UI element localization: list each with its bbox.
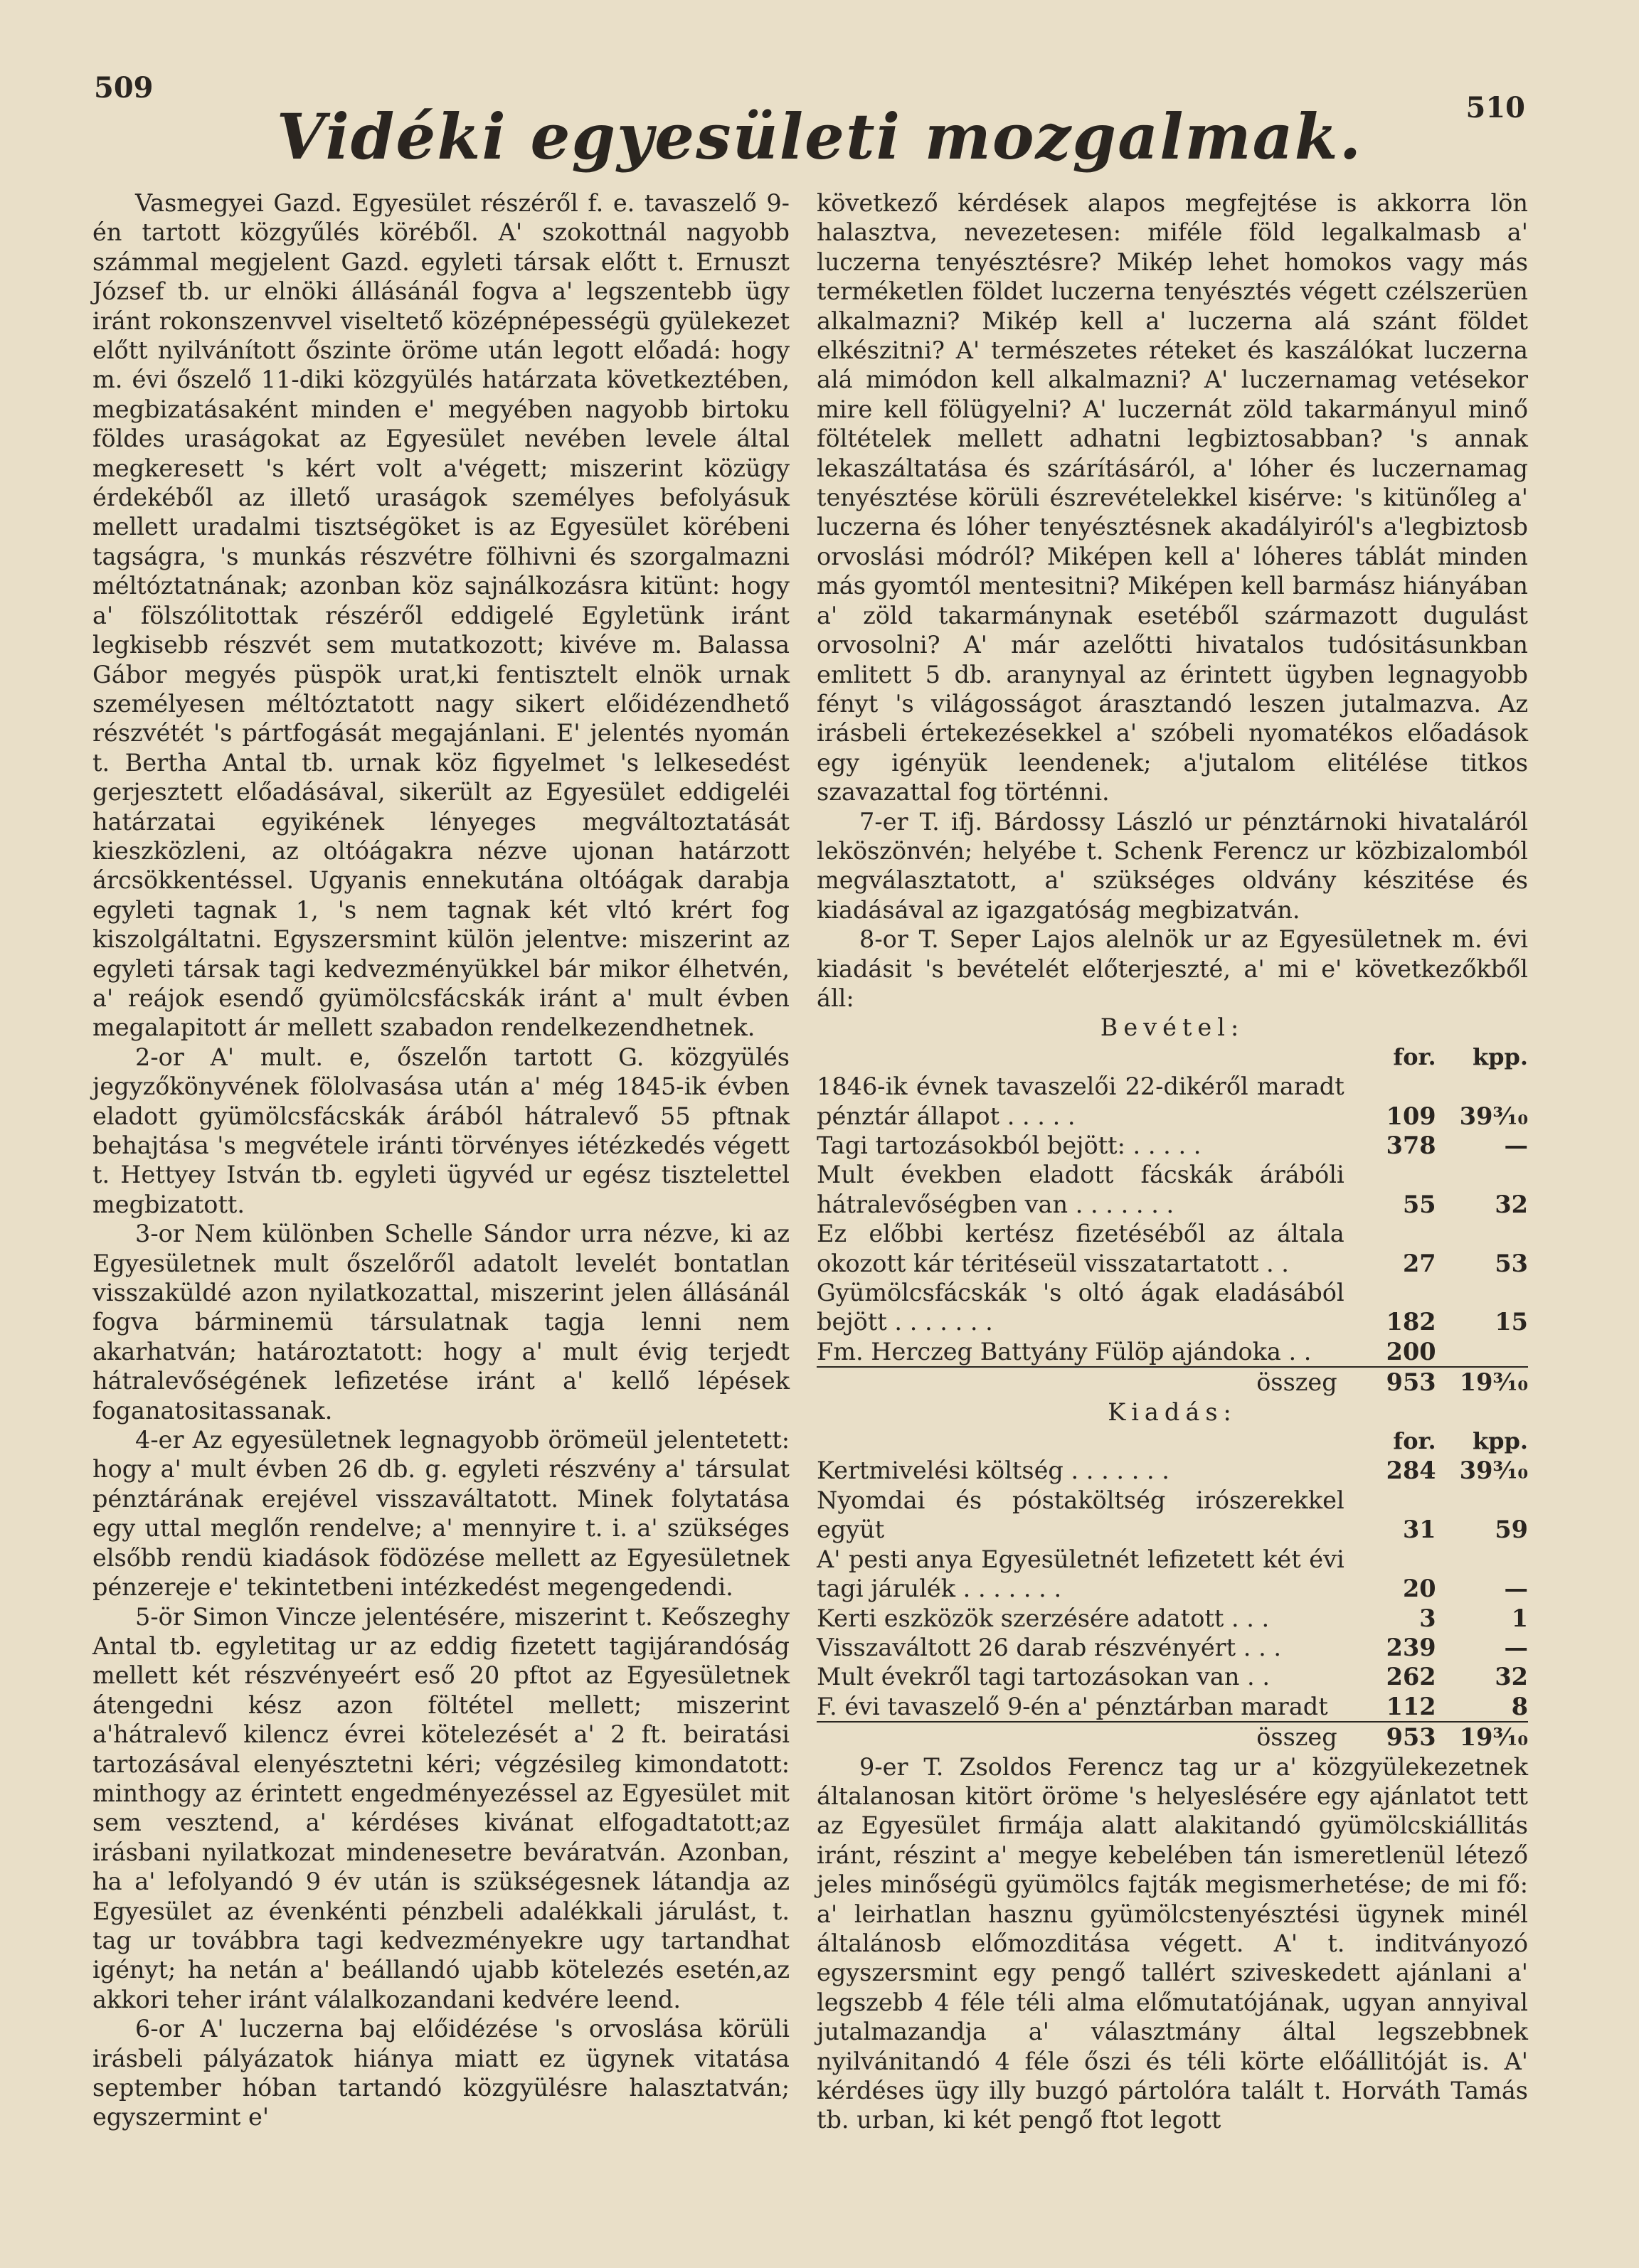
expense-row: Kerti eszközök szerzésére adatott . . . 3 1 [817, 1604, 1528, 1632]
income-col-kpp: kpp. [1472, 1043, 1528, 1070]
income-row: Ez előbbi kertész fizetéséből az általa okozott kár téritéseül visszatartatott . . 27 53 [817, 1220, 1528, 1277]
income-row: Fm. Herczeg Battyány Fülöp ajándoka . . 200 [817, 1337, 1436, 1365]
expense-total-row: összeg 953 19³⁄₁₀ [817, 1722, 1528, 1752]
expense-row: F. évi tavaszelő 9-én a' pénztárban maradt 112 8 [817, 1692, 1528, 1720]
expense-row: Visszaváltott 26 darab részvényért . . . 239 — [817, 1633, 1528, 1661]
page-number-left: 509 [94, 71, 154, 105]
paragraph-8: 8-or T. Seper Lajos alelnök ur az Egyesületnek m. évi kiadásit 's bevételét előterjeszté, a' mi e' következőkből áll: [817, 925, 1528, 1012]
left-column [92, 188, 790, 2132]
paragraph-intro: Vasmegyei Gazd. Egyesület részéről f. e. tavaszelő 9-én tartott közgyűlés köréből. A' szokottnál nagyobb számmal megjelent Gazd. egyleti társak előtt t. Ernuszt József tb. ur elnöki állásánál fogva a' legszentebb ügy iránt rokonszenvvel viseltető középnépességü gyülekezet előtt nyilvánított őszinte öröme után legott előadá: hogy m. évi őszelő 11-diki közgyülés határzata következtében, megbizatásaként minden e' megyében nagyobb birtoku földes uraságokat az Egyesület nevében levele által megkeresett 's kért volt a'végett; miszerint közügy érdekéből az illető uraságok személyes befolyásuk mellett uradalmi tisztségöket is az Egyesület körébeni tagságra, 's munkás részvétre fölhivni és szorgalmazni méltóztatnának; azonban köz sajnálkozásra kitünt: hogy a' fölszólitottak részéről eddigelé Egyletünk iránt legkisebb részvét sem mutatkozott; kivéve m. Balassa Gábor megyés püspök urat,ki fentisztelt elnök urnak személyesen méltóztatott nagy sikert előidézendhető részvétét 's pártfogását megajánlani. E' jelentés nyomán t. Bertha Antal tb. urnak köz figyelmet 's lelkesedést gerjesztett előadásával, sikerült az Egyesület eddigeléi határzatai egyikének lényeges megváltoztatását kieszközleni, az oltóágakra nézve ujonan határzott árcsökkentéssel. Ugyanis ennekutána oltóágak darabja egyleti tagnak 1, 's nem tagnak két vltó krért fog kiszolgáltatni. Egyszersmint külön jelentve: miszerint az egyleti társak tagi kedvezményükkel bár mikor élhetvén, a' reájok esendő gyümölcsfácskák iránt a' mult évben megalapitott ár mellett szabadon rendelkezendhetnek. [92, 189, 790, 1042]
expense-row: Nyomdai és póstaköltség irószerekkel együt 31 59 [817, 1486, 1528, 1544]
paragraph-4: 4-er Az egyesületnek legnagyobb örömeül jelentetett: hogy a' mult évben 26 db. g. egyleti részvény a' társulat pénztárának erejével visszaváltatott. Minek folytatása egy uttal meglőn rendelve; a' mennyire t. i. a' szükséges elsőbb rendü kiadások födözése mellett az Egyesületnek pénzereje e' tekintetbeni intézkedést megengedendi. [92, 1426, 790, 1602]
income-row: Mult években eladott fácskák árábóli hátralevőségben van . . . . . . . 55 32 [817, 1161, 1528, 1218]
expense-col-kpp: kpp. [1472, 1427, 1528, 1455]
finance-table [817, 1013, 1528, 1752]
income-row: Tagi tartozásokból bejött: . . . . . 378 — [817, 1132, 1528, 1159]
expense-row: A' pesti anya Egyesületnét lefizetett két évi tagi járulék . . . . . . . 20 — [817, 1545, 1528, 1603]
income-total-row: összeg 953 19³⁄₁₀ [817, 1367, 1528, 1397]
income-col-for: for. [1393, 1043, 1436, 1070]
income-heading: Bevétel: [1100, 1013, 1245, 1042]
page-number-right: 510 [1465, 91, 1525, 124]
paragraph-9: 9-er T. Zsoldos Ferencz tag ur a' közgyülekezetnek általanosan kitört öröme 's helyeslésére egy ajánlatot tett az Egyesület firmája alatt alakitandó gyümölcskiállitás iránt, részint a' megye kebelében tán ismeretlenül létező jeles minőségü gyümölcs fajták megismerhetése; de mi fő: a' leirhatlan hasznu gyümölcstenyésztési ügynek minél általánosb előmozditása végett. A' t. inditványozó egyszersmint egy pengő tallért sziveskedett ajánlani a' legszebb 4 féle téli alma előmutatójának, ugyan annyival jutalmazandja a' választmány által legszebbnek nyilvánitandó 4 féle őszi és téli körte előállitóját is. A' kérdéses ügy illy buzgó pártolóra talált t. Horváth Tamás tb. urban, ki két pengő ftot legott [817, 1752, 1528, 2134]
paragraph-3: 3-or Nem különben Schelle Sándor urra nézve, ki az Egyesületnek mult őszelőről adatolt levelét bontatlan visszaküldé azon nyilatkozattal, miszerint jelen állásánál fogva bárminemü társulatnak tagja lenni nem akarhatván; határoztatott: hogy a' mult évig terjedt hátralevőségének lefizetése iránt a' kellő lépések foganatositassanak. [92, 1220, 790, 1425]
expense-row: Mult évekről tagi tartozásokan van . . 262 32 [817, 1663, 1528, 1691]
expense-row: Kertmivelési költség . . . . . . . 284 39³⁄₁₀ [817, 1457, 1528, 1485]
income-row: Gyümölcsfácskák 's oltó ágak eladásából bejött . . . . . . . 182 15 [817, 1279, 1528, 1336]
paragraph-6-continued: következő kérdések alapos megfejtése is akkorra lön halasztva, nevezetesen: miféle föld legalkalmasb a' luczerna tenyésztésre? Mikép lehet homokos vagy más terméketlen földet luczerna tenyésztés végett czélszerüen alkalmazni? Mikép kell a' luczerna alá szánt földet elkészitni? A' természetes réteket és kaszálókat luczerna alá mimódon kell alkalmazni? A' luczernamag vetésekor mire kell fölügyelni? A' luczernát zöld takarmányul minő föltételek mellett adhatni legbiztosabban? 's annak lekaszáltatása és szárításáról, a' lóher és luczernamag tenyésztése körüli észrevételekkel kisérve: 's kitünőleg a' luczerna és lóher tenyésztésnek akadályiról's a'legbiztosb orvoslási módról? Miképen kell a' lóheres táblát minden más gyomtól mentesitni? Miképen kell barmász hiányában a' zöld takarmánynak esetéből származott dugulást orvosolni? A' már azelőtti hivatalos tudósitásunkban emlitett 5 db. aranynyal az érintett ügyben legnagyobb fényt 's világosságot árasztandó leszen jutalmazva. Az irásbeli értekezésekkel a' szóbeli nyomatékos előadások egy igényük leendenek; a'jutalom elitélése titkos szavazattal fog történni. [817, 189, 1528, 806]
paragraph-5: 5-ör Simon Vincze jelentésére, miszerint t. Keőszeghy Antal tb. egyletitag ur az eddig fizetett tagijárandóság mellett két részvényeért eső 20 pftot az Egyesületnek átengedni kész azon föltétel mellett; miszerint a'hátralevő kilencz évrei kötelezését a' 2 ft. beiratási tartozásával elenyésztetni kéri; végzésileg kimondatott: minthogy az érintett engedményezéssel az Egyesület mit sem vesztend, a' kérdéses kivánat elfogadtatott;az irásbani nyilatkozat mindenesetre beváratván. Azonban, ha a' lefolyandó 9 év után is szükségesnek látandja az Egyesület az évenkénti pénzbeli adalékkali járulást, t. tag ur továbbra tagi kedvezményekre ugy tartandhat igényt; ha netán a' beállandó ujabb kötelezés esetén,az akkori teher iránt válalkozandani kedvére leend. [92, 1602, 790, 2013]
paragraph-6: 6-or A' luczerna baj előidézése 's orvoslása körüli irásbeli pályázatok hiánya miatt ez ügynek vitatása september hóban tartandó közgyülésre halasztatván; egyszermint e' [92, 2015, 790, 2131]
paragraph-2: 2-or A' mult. e, őszelőn tartott G. közgyülés jegyzőkönyvének fölolvasása után a' még 1845-ik évben eladott gyümölcsfácskák árából hátralevő 55 pftnak behajtása 's megvétele iránti törvényes iétézkedés végett t. Hettyey István tb. egyleti ügyvéd ur egész tisztelettel megbizatott. [92, 1043, 790, 1218]
income-row: 1846-ik évnek tavaszelői 22-dikéről maradt pénztár állapot . . . . . 109 39³⁄₁₀ [817, 1072, 1528, 1130]
paragraph-7: 7-er T. ifj. Bárdossy László ur pénztárnoki hivataláról leköszönvén; helyébe t. Schenk Ferencz ur közbizalomból megválasztatott, a' szükséges oldvány készitése és kiadásával az igazgatóság megbizatván. [817, 807, 1528, 924]
page-title: Vidéki egyesületi mozgalmak. [276, 100, 1363, 174]
expense-col-for: for. [1393, 1427, 1436, 1455]
right-column [817, 188, 1528, 2135]
expense-heading: Kiadás: [1108, 1397, 1237, 1426]
